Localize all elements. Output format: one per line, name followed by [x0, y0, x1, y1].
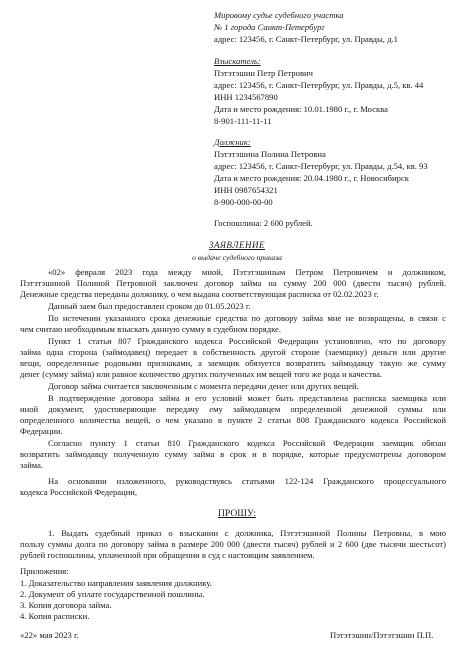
body-p7-line1: Согласно пункту 1 статьи 810 Гражданского кодекса Российской Федерации заемщик обязан: [48, 438, 446, 448]
debtor-address: адрес: 123456, г. Санкт-Петербург, ул. Правды, д.54, кв. 93: [214, 161, 428, 171]
claimant-address: адрес: 123456, г. Санкт-Петербург, ул. Правды, д.5, кв. 44: [214, 80, 424, 90]
body-p4-line1: Пункт 1 статьи 807 Гражданского кодекса Российской Федерации установлено, что по договору: [48, 336, 446, 346]
body-p2: Данный заем был предоставлен сроком до 01.05.2023 г.: [48, 301, 251, 311]
document-subtitle: о выдаче судебного приказа: [192, 253, 282, 262]
body-p8-line1: На основании изложенного, руководствуясь статьями 122-124 Гражданского процессуального: [48, 476, 446, 486]
court-district: № 1 города Санкт-Петербург: [214, 22, 325, 32]
document-date: «22» мая 2023 г.: [20, 630, 79, 640]
body-p8-line2: кодекса Российской Федерации,: [20, 487, 138, 497]
body-p4-line3: вещи, определенные родовыми признаками, а заемщик обязуется возвратить займодавцу такую же сумму: [20, 358, 446, 368]
attachment-item: 3. Копия договора займа.: [20, 600, 112, 610]
request-title: ПРОШУ:: [217, 508, 257, 519]
claimant-inn: ИНН 1234567890: [214, 92, 278, 102]
signature: Пэтэтэшин/Пэтэтэшин П.П.: [330, 630, 434, 640]
debtor-name: Пэтэтэшина Полина Петровна: [214, 149, 326, 159]
debtor-phone: 8-900-000-00-00: [214, 197, 273, 207]
body-p6-line1: В подтверждение договора займа и его условий может быть представлена расписка заемщика или: [48, 393, 446, 403]
request-line2: пользу суммы долга по договору займа в размере 200 000 (двести тысяч) рублей и 2 600 (две тысячи шестьсот): [20, 539, 446, 549]
body-p1-line1: «02» февраля 2023 года между мной, Пэтэтэшиным Петром Петровичем и должником,: [48, 267, 446, 277]
body-p1-line2: Пэтэтэшиной Полиной Петровной заключен договор займа на сумму 200 000 (двести тысяч) рублей.: [20, 278, 446, 288]
attachment-item: 4. Копия расписки.: [20, 611, 90, 621]
body-p7-line3: займа.: [20, 460, 44, 470]
request-line3: рублей госпошлины, уплаченной при обращении в суд с настоящим заявлением.: [20, 550, 315, 560]
request-line1: 1. Выдать судебный приказ о взыскании с должника, Пэтэтэшиной Полины Петровны, в мою: [48, 528, 446, 538]
claimant-birth: Дата и место рождения: 10.01.1980 г., г. Москва: [214, 104, 388, 114]
debtor-birth: Дата и место рождения: 20.04.1980 г., г. Новосибирск: [214, 173, 409, 183]
body-p7-line2: возвратить займодавцу полученную сумму займа в срок и в порядке, которые предусмотрены договором: [20, 449, 446, 459]
body-p6-line3: определенного количества вещей, о чем указано в пункте 2 статьи 808 Гражданского кодекса Российской: [20, 415, 446, 425]
debtor-inn: ИНН 0987654321: [214, 185, 278, 195]
document-title: ЗАЯВЛЕНИЕ: [209, 240, 265, 250]
court-name: Мировому судье судебного участка: [214, 10, 344, 20]
attachment-item: 2. Документ об уплате государственной пошлины.: [20, 589, 205, 599]
body-p6-line2: иной документ, удостоверяющие передачу ему займодавцем определенной денежной суммы или: [20, 404, 446, 414]
state-fee: Госпошлина: 2 600 рублей.: [214, 218, 313, 228]
claimant-heading: Взыскатель:: [214, 56, 261, 66]
claimant-name: Пэтэтэшин Петр Петрович: [214, 68, 313, 78]
body-p4-line2: займа одна сторона (займодавец) передает в собственность другой стороне (заемщику) деньги или другие: [20, 347, 446, 357]
attachment-item: 1. Доказательство направления заявления должнику.: [20, 578, 212, 588]
body-p3-line1: По истечении указанного срока денежные средства по договору займа мне не возвращены, в связи с: [48, 313, 446, 323]
body-p6-line4: Федерации.: [20, 426, 63, 436]
court-address: адрес: 123456, г. Санкт-Петербург, ул. Правды, д.1: [214, 34, 398, 44]
body-p1-line3: Денежные средства переданы должнику, о чем выдана соответствующая расписка от 02.02.2023 г.: [20, 289, 379, 299]
attachments-heading: Приложения:: [20, 566, 69, 576]
claimant-phone: 8-901-111-11-11: [214, 116, 272, 126]
debtor-heading: Должник:: [214, 137, 251, 147]
body-p4-line4: денег (сумму займа) или равное количество других полученных им вещей того же рода и качества.: [20, 369, 383, 379]
body-p3-line2: чем считаю необходимым взыскать данную сумму в судебном порядке.: [20, 324, 282, 334]
body-p5: Договор займа считается заключенным с момента передачи денег или других вещей.: [48, 381, 359, 391]
